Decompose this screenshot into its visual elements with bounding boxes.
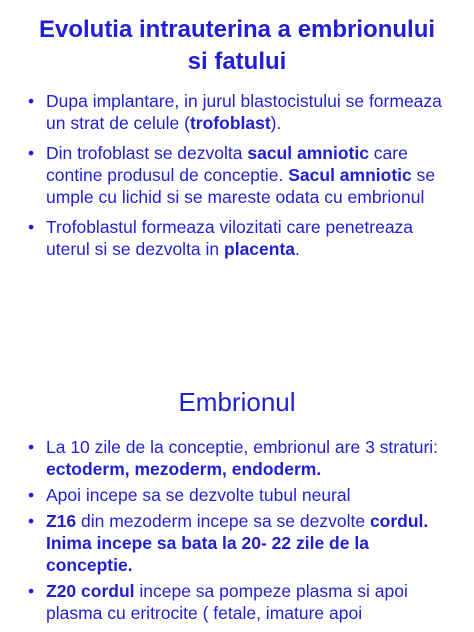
text-run: ). [270,113,282,133]
bullet-item [28,484,458,506]
bullet-dot-icon: • [28,485,35,505]
bold-text-run: trofoblast [189,113,271,133]
text-run: din mezoderm incepe sa se dezvolte [76,511,370,531]
slide-title: Evolutia intrauterina a embrionului si fatului [38,16,436,75]
bold-text-run: Z20 cordul [46,581,135,601]
text-run: care contine produsul de conceptie. [46,143,408,185]
bullet-list [28,436,458,624]
bullet-dot-icon: • [28,91,35,111]
bullet-dot-icon: • [28,581,35,601]
bullet-item [28,510,458,576]
bullet-item [28,436,458,480]
text-run: se umple cu lichid si se mareste odata cu embrionul [46,165,436,207]
text-run: Apoi incepe sa se dezvolte tubul neural [46,485,351,505]
bullet-item [28,216,458,260]
bold-text-run: Z16 [46,511,77,531]
bullet-dot-icon: • [28,143,35,163]
bullet-dot-icon: • [28,511,35,531]
bold-text-run: placenta [224,239,296,259]
bold-text-run: sacul amniotic [247,143,369,163]
text-run: . [295,239,300,259]
slide-title: Embrionul [178,387,296,417]
slide-evolutia [0,0,474,268]
bold-text-run: Sacul amniotic [288,165,412,185]
text-run: Dupa implantare, in jurul blastocistului se formeaza un strat de celule ( [46,91,442,133]
text-run: Trofoblastul formeaza vilozitati care penetreaza uterul si se dezvolta in [46,217,414,259]
text-run: La 10 zile de la conceptie, embrionul are 3 straturi: [46,437,439,457]
bullet-item [28,142,458,208]
bullet-list [28,90,458,260]
bold-text-run: cordul. Inima incepe sa bata la 20- 22 zile de la conceptie. [46,511,429,575]
bold-text-run: ectoderm, mezoderm, endoderm. [46,459,322,479]
bullet-dot-icon: • [28,437,35,457]
bullet-item [28,90,458,134]
bullet-item [28,580,458,624]
text-run: Din trofoblast se dezvolta [46,143,248,163]
text-run: incepe sa pompeze plasma si apoi plasma cu eritrocite ( fetale, imature apoi [46,581,408,623]
slide-embrionul [0,380,474,628]
bullet-dot-icon: • [28,217,35,237]
